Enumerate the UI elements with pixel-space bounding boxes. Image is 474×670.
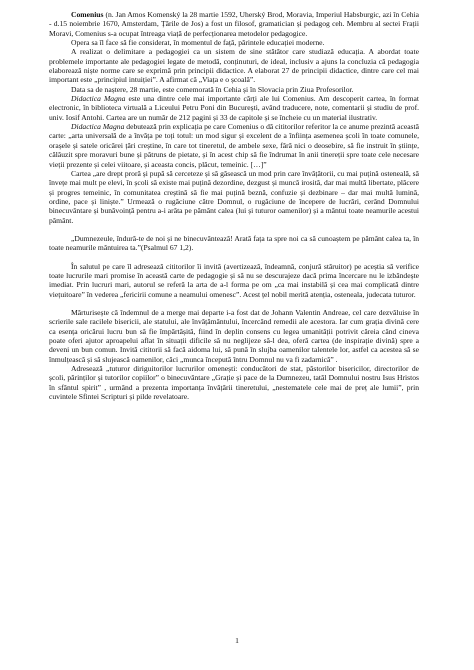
book-discovery-text: este una dintre cele mai importante cărți ale lui Comenius. Am descoperit cartea, în format electronic, în biblioteca virtuală a Liceului Petru Poni din București, având traducere, note, comentarii și studiu de prof. univ. Iosif Antohi. Cartea are un număr de 212 pagini și 33 de capitole și se încheie cu un material ilustrativ. <box>49 94 419 122</box>
document-page <box>49 10 419 401</box>
page-number: 1 <box>235 636 239 645</box>
paragraph-book-debut <box>49 122 419 169</box>
paragraph-prayer: Cartea „are drept proră și pupă să cerceteze și să găsească un mod prin care învățătorii, cu mai puțină osteneală, să învețe mai mult pe elevi, în școli să existe mai puțină dezordine, dezgust și muncă irosită, dar mai multă libertate, plăcere și progres temeinic, în comunitatea creștină să fie mai puțină beznă, confuzie și dezbinare – dar mai multă lumină, ordine, pace și liniște.” Urmează o rugăciune către Domnul, o rugăciune de începere de lucrări, cerând Domnului binecuvântare și bunăvoință pentru a-i arăta pe pământ calea (lui și tuturor oamenilor) și a mântui toate neamurile acestui pământ. <box>49 168 419 225</box>
paragraph-psalm-quote: „Dumnezeule, îndură-te de noi și ne binecuvântează! Arată fața ta spre noi ca să cunoaștem pe pământ calea ta, în toate neamurile mântuirea ta.”(Psalmul 67 1,2). <box>49 233 419 253</box>
intro-text: (n. Jan Amos Komenský la 28 martie 1592, Uherský Brod, Moravia, Imperiul Habsburgic, azi în Cehia - d.15 noiembrie 1670, Amsterdam, Țările de Jos) a fost un filosof, gramatician și pedagog ceh. Membru al sectei Frații Moravi, Comenius s-a ocupat întreaga viață de perfecționarea metodelor pedagogice. <box>49 10 419 38</box>
paragraph-opera: Opera sa îl face să fie considerat, în momentul de față, părintele educației moderne. <box>71 38 325 48</box>
paragraph-book-discovery <box>49 94 419 122</box>
author-name: Comenius <box>71 10 104 19</box>
paragraph-intro <box>49 10 419 38</box>
paragraph-birthday: Data sa de naștere, 28 martie, este comemorată în Cehia și în Slovacia prin Ziua Profesorilor. <box>71 84 354 94</box>
paragraph-salute: În salutul pe care îl adresează cititorilor îi invită (avertizează, îndeamnă, conjură stăruitor) pe aceștia să verifice toate lucrurile mari promise în această carte de pedagogie și să nu se descurajeze dacă prima încercare nu le izbândește imediat. Prin lucruri mari, autorul se referă la arta de a-l forma pe om „ca mai instabilă și cea mai complicată dintre viețuitoare” în vederea „fericirii comune a neamului omenesc”. Acest țel nobil merită atenția, osteneala, judecata tuturor. <box>49 261 419 299</box>
book-debut-text: debutează prin explicația pe care Comenius o dă cititorilor referitor la ce anume prezintă această carte: „arta universală de a învăța pe toți totul: un mod sigur și excelent de a înființa asemenea școli în toate comunele, orașele și satele oricărei țări creștine, în care tot tineretul, de ambele sexe, fără nici o deosebire, să fie instruit în științe, călăuzit spre moravuri bune și pătruns de pietate, și în acest chip să fie îndrumat în anii tinereții spre toate cele necesare vieții prezente și celei viitoare, și aceasta concis, plăcut, temeinic. […]” <box>49 122 419 169</box>
book-title: Didactica Magna <box>71 122 125 132</box>
book-title: Didactica Magna <box>71 94 126 104</box>
paragraph-andreae: Mărturisește că îndemnul de a merge mai departe i-a fost dat de Johann Valentin Andreae, cel care dezvăluise în scrierile sale racilele bisericii, ale statului, ale învățământului, încercând remedii ale acestora. Iar cum grația divină cere ca esența oricărui lucru bun să fie împărtășită, fiind în deplin consens cu legea umanității potrivit căreia când cineva poate oferi ajutor aproapelui aflat în situații dificile să nu neglijeze să-l dea, oferă cartea (de inspirație divină) spre a deveni un bun comun. Invită cititorii să facă aidoma lui, să pună în slujba oamenilor talentele lor, astfel ca acestea să se înmulțească și să slujească oamenilor, căci „munca începută întru Domnul nu va fi zadarnică” . <box>49 307 419 364</box>
paragraph-blessing: Adresează „tuturor diriguitorilor lucrurilor omenești: conducători de stat, păstorilor bisericilor, directorilor de școli, părinților și tutorilor copiilor” o binecuvântare „Grație și pace de la Dumnezeu, tatăl Domnului nostru Isus Hristos în sfântul spirit” , urmând a prezenta importanța învățării tineretului, „nestematele cele mai de preț ale lumii”, prin cuvintele Sfintei Scripturi și pilde revelatoare. <box>49 364 419 402</box>
paragraph-pedagogy: A realizat o delimitare a pedagogiei ca un sistem de sine stătător care studiază educația. A abordat toate problemele importante ale pedagogiei legate de metodă, conținuturi, de ideal, inclusiv a ajuns la concluzia că pedagogia elaborează niște norme care se exprimă prin principii didactice. A elaborat 27 de principii didactice, dintre care cel mai important este „principiul intuiției”. A afirmat că „Viața e o școală”. <box>49 47 419 85</box>
